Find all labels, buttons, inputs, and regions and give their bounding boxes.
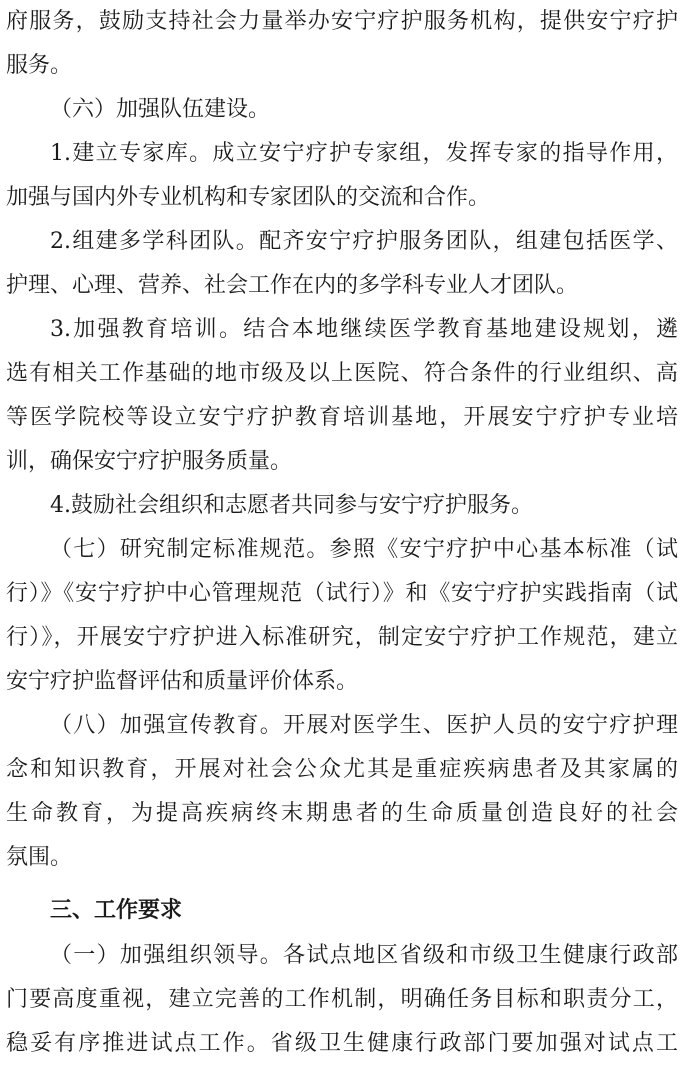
text-line-14: 行）》《安宁疗护中心管理规范（试行）》和《安宁疗护实践指南（试 [6,581,678,606]
section-heading-7: （七）研究制定标准规范。参照《安宁疗护中心基本标准（试 [50,537,678,562]
section-heading-6: （六）加强队伍建设。 [50,97,271,122]
text-line-2: 服务。 [6,53,73,78]
text-line-4: 1.建立专家库。成立安宁疗护专家组，发挥专家的指导作用， [50,141,678,166]
text-line-18: 念和知识教育，开展对社会公众尤其是重症疾病患者及其家属的 [6,757,678,782]
text-line-24: 稳妥有序推进试点工作。省级卫生健康行政部门要加强对试点工 [6,1031,678,1056]
section-heading-3-1: （一）加强组织领导。各试点地区省级和市级卫生健康行政部 [50,943,678,968]
text-line-10: 等医学院校等设立安宁疗护教育培训基地，开展安宁疗护专业培 [6,405,678,430]
text-line-20: 氛围。 [6,845,73,870]
text-line-6: 2.组建多学科团队。配齐安宁疗护服务团队，组建包括医学、 [50,229,678,254]
text-line-9: 选有相关工作基础的地市级及以上医院、符合条件的行业组织、高 [6,361,678,386]
text-line-16: 安宁疗护监督评估和质量评价体系。 [6,669,359,694]
chapter-heading-3: 三、工作要求 [50,897,183,923]
text-line-11: 训，确保安宁疗护服务质量。 [6,449,293,474]
section-heading-8: （八）加强宣传教育。开展对医学生、医护人员的安宁疗护理 [50,713,678,738]
text-line-19: 生命教育，为提高疾病终末期患者的生命质量创造良好的社会 [6,801,678,826]
text-line-8: 3.加强教育培训。结合本地继续医学教育基地建设规划，遴 [50,317,678,342]
text-line-23: 门要高度重视，建立完善的工作机制，明确任务目标和职责分工， [6,987,678,1012]
text-line-15: 行）》，开展安宁疗护进入标准研究，制定安宁疗护工作规范，建立 [6,625,678,650]
text-line-1: 府服务，鼓励支持社会力量举办安宁疗护服务机构，提供安宁疗护 [6,9,678,34]
text-line-5: 加强与国内外专业机构和专家团队的交流和合作。 [6,185,491,210]
text-line-12: 4.鼓励社会组织和志愿者共同参与安宁疗护服务。 [50,493,533,518]
text-line-7: 护理、心理、营养、社会工作在内的多学科专业人才团队。 [6,273,579,298]
